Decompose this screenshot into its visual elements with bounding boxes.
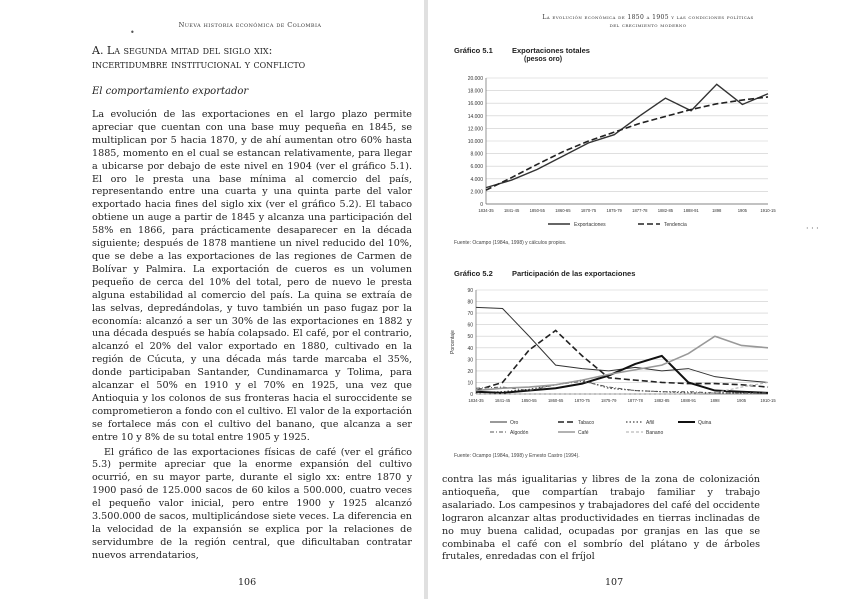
chart2-ytick-label: 70 bbox=[467, 311, 473, 318]
chart1-header bbox=[454, 46, 814, 55]
chart1-xtick-label: 1870-75 bbox=[580, 208, 597, 213]
chart1-ytick-label: 12.000 bbox=[467, 126, 483, 133]
chart2-ytick-label: 0 bbox=[470, 392, 473, 398]
chart2-ytick-label: 80 bbox=[467, 299, 473, 306]
chart1-xtick-label: 1898 bbox=[712, 208, 722, 213]
running-head-right-line2: del crecimiento moderno bbox=[609, 22, 687, 29]
chart1-ytick-label: 8.000 bbox=[470, 151, 483, 158]
chart2-ytick-label: 90 bbox=[467, 288, 473, 294]
chart2-legend-label: Añil bbox=[646, 420, 655, 426]
chart2-xtick-label: 1905 bbox=[736, 398, 747, 403]
chart1-ytick-label: 6.000 bbox=[470, 164, 483, 171]
right-body: contra las más igualitarias y libres de la zona de colonización antioqueña, que compartían trabajo familiar y trabajo asalariado. Los campesinos y trabajadores del café del occidente lograron alcanzar altas productividades en tierras inclinadas de no muy buena calidad, ocupadas por granjas en las que se combinaba el café con el sombrío del plátano y de árboles frutales, enredadas con el fríjol bbox=[442, 474, 760, 563]
chart2-legend-label: Banano bbox=[646, 430, 664, 436]
chart2-xtick-label: 1877-78 bbox=[627, 398, 643, 403]
chart2-xtick-label: 1888-91 bbox=[680, 398, 697, 403]
chart2-xtick-label: 1850-55 bbox=[521, 398, 537, 403]
chart2-header bbox=[454, 269, 814, 278]
chart2-ytick-label: 20 bbox=[467, 368, 473, 375]
edge-mark-right: · · · bbox=[806, 224, 819, 233]
chart2-ytick-label: 50 bbox=[467, 334, 473, 341]
section-title-line2: incertidumbre institucional y conflicto bbox=[92, 58, 306, 71]
chart1-xtick-label: 1834-35 bbox=[478, 208, 494, 213]
chart1-legend-label: Exportaciones bbox=[574, 222, 606, 228]
chart2-xtick-label: 1860-65 bbox=[547, 398, 564, 403]
chart1-ytick-label: 10.000 bbox=[467, 139, 483, 145]
chart1-ytick-label: 0 bbox=[480, 202, 483, 208]
chart2-title: Participación de las exportaciones bbox=[512, 269, 636, 278]
chart1-ytick-label: 18.000 bbox=[467, 88, 483, 95]
chart1-xtick-label: 1882-85 bbox=[657, 208, 674, 213]
chart1-xtick-label: 1860-65 bbox=[555, 208, 571, 213]
chart2-xtick-label: 1882-85 bbox=[654, 398, 670, 403]
chart2-legend-label: Oro bbox=[510, 420, 519, 426]
chart2-ytick-label: 30 bbox=[467, 357, 473, 364]
chart2-ytick-label: 60 bbox=[467, 322, 473, 329]
left-body bbox=[92, 109, 412, 563]
chart2-xtick-label: 1834-35 bbox=[468, 398, 484, 403]
chart1-ytick-label: 20.000 bbox=[467, 76, 483, 82]
chart2-ytick-label: 40 bbox=[467, 345, 473, 352]
chart1-xtick-label: 1875-79 bbox=[606, 208, 622, 213]
chart2-legend-label: Quina bbox=[698, 420, 712, 426]
chart1-svg bbox=[428, 66, 848, 236]
running-head-right bbox=[468, 14, 828, 30]
chart1-xtick-label: 1877-78 bbox=[632, 208, 648, 213]
page-number-right: 107 bbox=[605, 577, 624, 588]
chart2-ylabel: Porcentaje bbox=[450, 330, 456, 354]
chart2-legend-label: Tabaco bbox=[578, 420, 595, 426]
chart1-xtick-label: 1850-55 bbox=[529, 208, 545, 213]
section-title bbox=[92, 44, 412, 72]
chart1-legend-label: Tendencia bbox=[664, 222, 687, 228]
chart2-xtick-label: 1870-75 bbox=[574, 398, 590, 403]
chart2-ytick-label: 10 bbox=[467, 380, 473, 387]
chart1-label: Gráfico 5.1 bbox=[454, 46, 493, 55]
chart2-legend-label: Algodón bbox=[510, 430, 529, 436]
chart1-ytick-label: 4.000 bbox=[470, 176, 483, 183]
running-head-right-line1: La evolución económica de 1850 a 1905 y las condiciones políticas bbox=[542, 14, 754, 21]
chart2-xtick-label: 1841-45 bbox=[494, 398, 511, 403]
paragraph-2: El gráfico de las exportaciones físicas de café (ver el gráfico 5.3) permite apreciar que la enorme expansión del cultivo ocurrió, en su mayor parte, durante el siglo xx: entre 1870 y 1900 pasó de 125.000 sacos de 60 kilos a 500.000, cuatro veces el pequeño valor inicial, pero entre 1900 y 1925 alcanzó 3.500.000 de sacos, multiplicándose siete veces. La diferencia en la velocidad de la expansión se explica por la relaciones de servidumbre de la región central, que dificultaban contratar nuevos arrendatarios, bbox=[92, 446, 412, 561]
chart1-xtick-label: 1841-45 bbox=[503, 208, 520, 213]
subsection-title: El comportamiento exportador bbox=[92, 86, 249, 97]
chart1-ytick-label: 14.000 bbox=[467, 113, 483, 120]
right-page bbox=[428, 0, 848, 599]
chart2-xtick-label: 1910-15 bbox=[760, 398, 776, 403]
chart1-xtick-label: 1910-15 bbox=[760, 208, 776, 213]
chart2-source: Fuente: Ocampo (1984a, 1998) y Ernesto Castro (1994). bbox=[454, 453, 580, 459]
chart1-subtitle: (pesos oro) bbox=[524, 56, 563, 63]
chart1-xtick-label: 1905 bbox=[737, 208, 748, 213]
corner-mark: • bbox=[130, 28, 135, 37]
page-number-left: 106 bbox=[238, 577, 257, 588]
chart2-legend-label: Café bbox=[578, 430, 589, 436]
chart1-xtick-label: 1888-91 bbox=[683, 208, 699, 213]
chart1-title: Exportaciones totales bbox=[512, 46, 590, 55]
chart1-ytick-label: 2.000 bbox=[470, 189, 483, 196]
chart2-xtick-label: 1898 bbox=[710, 398, 720, 403]
chart1-source: Fuente: Ocampo (1984a, 1998) y cálculos propios. bbox=[454, 240, 567, 246]
paragraph-1: La evolución de las exportaciones en el largo plazo permite apreciar que cuentan con una base muy pequeña en 1845, se multiplican por 5 hacia 1870, y de ahí aumentan otro 60% hasta 1885, momento en el cual se estancan relativamente, para llegar a ubicarse por debajo de este nivel en 1904 (ver el gráfico 5.1). El oro le presta una base mínima al comercio del país, representando entre una cuarta y una quinta parte del valor exportado hacia fines del siglo xix (ver el gráfico 5.2). El tabaco obtiene un auge a partir de 1845 y alcanza una participación del 58% en 1866, para prácticamente desaparecer en la década siguiente; después de 1878 mantiene un nivel reducido del 10%, que se debe a las exportaciones de las regiones de Carmen de Bolívar y Palmira. La exportación de cueros es un volumen pequeño de cerca del 10% del total, pero de nuevo le presta alguna estabilidad al comercio del país. La quina se extraía de las selvas, depredándolas, y tuvo también un paso fugaz por la economía: alcanzó a ser un 30% de las exportaciones en 1882 y una década después se había colapsado. El café, por el contrario, alcanzó el 20% del valor exportado en 1880, cultivado en la región de Cúcuta, y una década más tarde marcaba el 35%, donde participaban Santander, Cundinamarca y Tolima, para alcanzar el 50% en 1910 y el 70% en 1925, una vez que Antioquia y los colonos de sus fronteras hacia el suroccidente se comprometieron a fondo con el cultivo. El valor de la exportación se fortalece más con el cultivo del banano, que alcanza a ser entre 10 y 8% de su total entre 1905 y 1925. bbox=[92, 109, 412, 443]
section-title-line1: A. La segunda mitad del siglo xix: bbox=[92, 44, 273, 57]
chart1-series-tendencia bbox=[486, 97, 768, 190]
chart2-xtick-label: 1875-79 bbox=[601, 398, 617, 403]
chart2-svg bbox=[428, 280, 848, 452]
chart1-ytick-label: 16.000 bbox=[467, 101, 483, 108]
chart2-label: Gráfico 5.2 bbox=[454, 269, 493, 278]
running-head-left: Nueva historia económica de Colombia bbox=[178, 21, 322, 29]
chart1-series-exportaciones bbox=[486, 84, 768, 187]
